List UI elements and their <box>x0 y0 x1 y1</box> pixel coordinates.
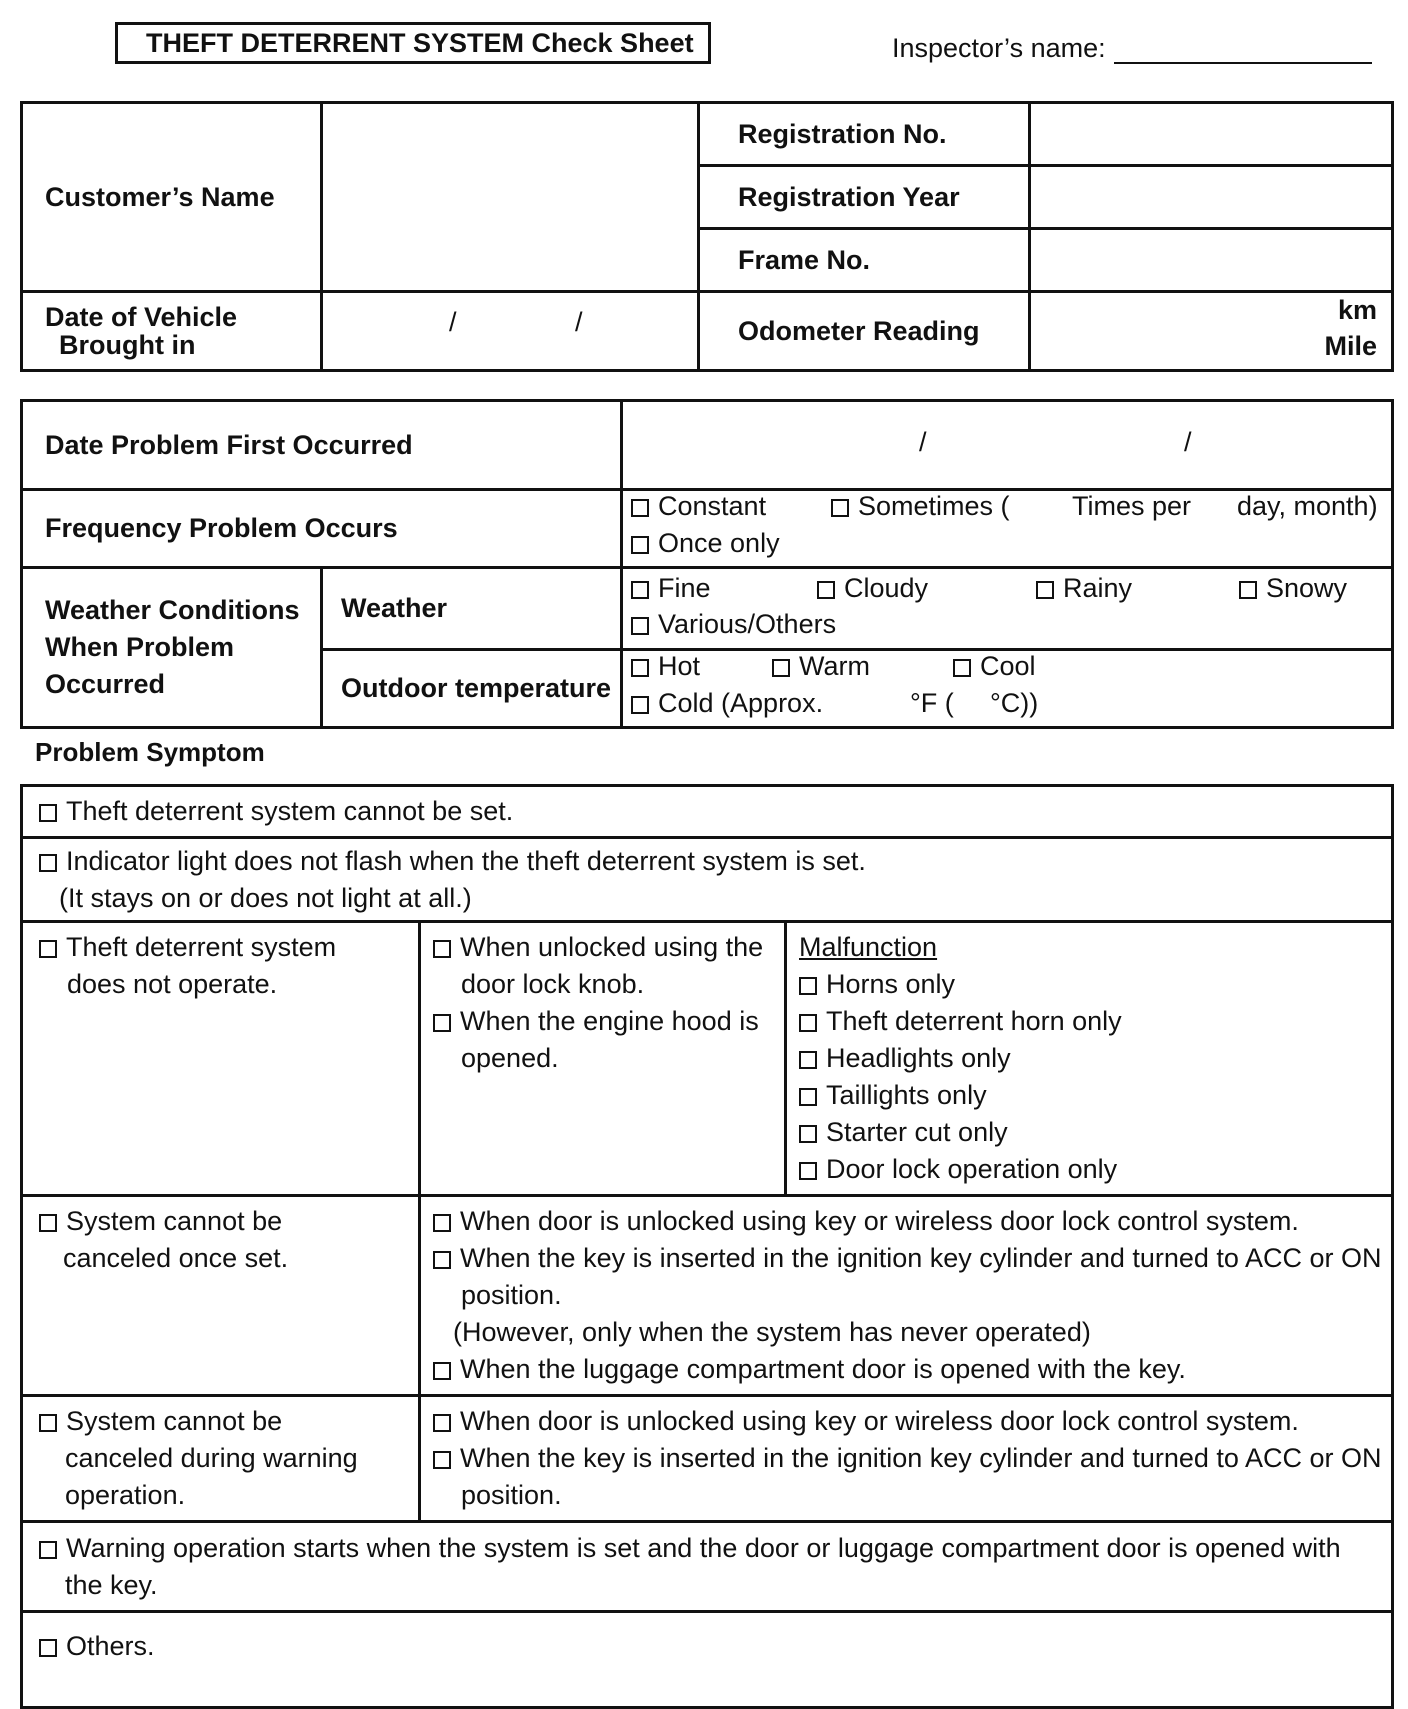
luggage-key-option[interactable]: When the luggage compartment door is opened with the key. <box>433 1351 1391 1388</box>
hood-option[interactable]: When the engine hood is <box>433 1003 784 1040</box>
cannot-set-row <box>22 786 1393 838</box>
cancel-once-conditions-cell <box>420 1196 1393 1396</box>
checkbox-icon[interactable] <box>39 1541 57 1559</box>
malfunction-taillights-option[interactable]: Taillights only <box>799 1077 1391 1114</box>
checkbox-icon[interactable] <box>631 581 649 599</box>
checkbox-icon[interactable] <box>831 499 849 517</box>
not-operate-option[interactable]: Theft deterrent system <box>39 929 418 966</box>
registration-year-label: Registration Year <box>699 166 1030 229</box>
cancel-once-line2: canceled once set. <box>63 1243 289 1273</box>
temp-warm-option[interactable]: Warm <box>772 651 870 682</box>
odometer-input[interactable] <box>1030 292 1393 371</box>
frame-no-label: Frame No. <box>699 229 1030 292</box>
not-operate-line2: does not operate. <box>67 969 278 999</box>
temp-fahrenheit-unit: °F ( <box>910 688 954 718</box>
date-separator: / <box>449 307 457 337</box>
checkbox-icon[interactable] <box>1239 581 1257 599</box>
frame-no-input[interactable] <box>1030 229 1393 292</box>
warning-starts-option[interactable]: Warning operation starts when the system is set and the door or luggage compartment door is opened with <box>39 1530 1391 1567</box>
date-brought-in-line2: Brought in <box>59 330 196 360</box>
malfunction-starter-option[interactable]: Starter cut only <box>799 1114 1391 1151</box>
cancel-warning-line3: operation. <box>65 1480 186 1510</box>
unlock-knob-option[interactable]: When unlocked using the <box>433 929 784 966</box>
checkbox-icon[interactable] <box>799 1125 817 1143</box>
checkbox-icon[interactable] <box>433 1414 451 1432</box>
indicator-option[interactable]: Indicator light does not flash when the theft deterrent system is set. <box>39 843 1391 880</box>
date-brought-in-line1: Date of Vehicle <box>45 302 238 332</box>
cancel-warning-line2: canceled during warning <box>65 1443 358 1473</box>
weather-conditions-label <box>22 568 322 728</box>
date-brought-in-input[interactable] <box>322 292 699 371</box>
checkbox-icon[interactable] <box>799 1162 817 1180</box>
cancel-once-option[interactable]: System cannot be <box>39 1203 418 1240</box>
cannot-set-option[interactable]: Theft deterrent system cannot be set. <box>39 796 513 827</box>
warning-starts-row <box>22 1522 1393 1612</box>
date-separator: / <box>919 427 927 457</box>
frequency-options <box>622 490 1393 568</box>
checkbox-icon[interactable] <box>39 1214 57 1232</box>
weather-fine-option[interactable]: Fine <box>631 573 711 604</box>
unit-km: km <box>1337 295 1377 325</box>
freq-times-per: Times per <box>1072 491 1192 521</box>
freq-once-option[interactable]: Once only <box>631 528 780 559</box>
key-inserted2-line2: position. <box>461 1480 562 1510</box>
date-brought-in-label <box>22 292 322 371</box>
checkbox-icon[interactable] <box>433 1014 451 1032</box>
malfunction-headlights-option[interactable]: Headlights only <box>799 1040 1391 1077</box>
problem-symptom-heading: Problem Symptom <box>35 737 265 767</box>
checkbox-icon[interactable] <box>433 1451 451 1469</box>
temp-celsius-unit: °C)) <box>990 688 1039 718</box>
checkbox-icon[interactable] <box>799 1088 817 1106</box>
weather-snowy-option[interactable]: Snowy <box>1239 573 1347 604</box>
checkbox-icon[interactable] <box>433 940 451 958</box>
checkbox-icon[interactable] <box>631 499 649 517</box>
unlock-knob-line2: door lock knob. <box>461 969 645 999</box>
checkbox-icon[interactable] <box>799 1014 817 1032</box>
date-first-occurred-input[interactable] <box>622 401 1393 490</box>
odometer-label: Odometer Reading <box>699 292 1030 371</box>
checkbox-icon[interactable] <box>799 977 817 995</box>
freq-sometimes-option[interactable]: Sometimes ( <box>831 491 1010 522</box>
weather-conditions-line1: Weather Conditions <box>45 595 300 625</box>
weather-label: Weather <box>322 568 622 650</box>
registration-no-label: Registration No. <box>699 103 1030 166</box>
date-separator: / <box>575 307 583 337</box>
checkbox-icon[interactable] <box>799 1051 817 1069</box>
checkbox-icon[interactable] <box>631 696 649 714</box>
not-operate-cell <box>22 922 420 1196</box>
warning-starts-line2: the key. <box>65 1569 158 1600</box>
checkbox-icon[interactable] <box>433 1251 451 1269</box>
door-unlocked-key2-option[interactable]: When door is unlocked using key or wireless door lock control system. <box>433 1403 1391 1440</box>
freq-constant-option[interactable]: Constant <box>631 491 766 522</box>
weather-options <box>622 568 1393 650</box>
customer-name-input[interactable] <box>322 103 699 292</box>
date-separator: / <box>1184 427 1192 457</box>
unit-mile: Mile <box>1324 331 1377 361</box>
cancel-warning-cell <box>22 1396 420 1522</box>
weather-conditions-line2: When Problem <box>45 632 235 662</box>
checkbox-icon[interactable] <box>953 659 971 677</box>
key-inserted2-option[interactable]: When the key is inserted in the ignition key cylinder and turned to ACC or ON <box>433 1440 1391 1477</box>
checkbox-icon[interactable] <box>1036 581 1054 599</box>
checkbox-icon[interactable] <box>39 1639 57 1657</box>
malfunction-cell <box>786 922 1393 1196</box>
however-note: (However, only when the system has never operated) <box>453 1317 1091 1347</box>
date-first-occurred-label: Date Problem First Occurred <box>22 401 622 490</box>
malfunction-theft-horn-option[interactable]: Theft deterrent horn only <box>799 1003 1391 1040</box>
checkbox-icon[interactable] <box>433 1214 451 1232</box>
temp-cool-option[interactable]: Cool <box>953 651 1036 682</box>
others-row <box>22 1612 1393 1708</box>
checkbox-icon[interactable] <box>631 536 649 554</box>
checkbox-icon[interactable] <box>39 804 57 822</box>
inspector-name-label: Inspector’s name: <box>892 33 1106 63</box>
weather-rainy-option[interactable]: Rainy <box>1036 573 1132 604</box>
checkbox-icon[interactable] <box>39 1414 57 1432</box>
customer-name-label: Customer’s Name <box>22 103 322 292</box>
registration-year-input[interactable] <box>1030 166 1393 229</box>
problem-symptom-table <box>20 784 1394 1709</box>
malfunction-heading: Malfunction <box>799 932 938 962</box>
frequency-label: Frequency Problem Occurs <box>22 490 622 568</box>
checkbox-icon[interactable] <box>631 617 649 635</box>
weather-cloudy-option[interactable]: Cloudy <box>817 573 928 604</box>
others-option[interactable]: Others. <box>39 1631 155 1662</box>
malfunction-horns-option[interactable]: Horns only <box>799 966 1391 1003</box>
key-inserted-option[interactable]: When the key is inserted in the ignition key cylinder and turned to ACC or ON <box>433 1240 1391 1277</box>
checkbox-icon[interactable] <box>772 659 790 677</box>
door-unlocked-key-option[interactable]: When door is unlocked using key or wireless door lock control system. <box>433 1203 1391 1240</box>
checkbox-icon[interactable] <box>631 659 649 677</box>
registration-no-input[interactable] <box>1030 103 1393 166</box>
temp-cold-option[interactable]: Cold (Approx. <box>631 688 823 719</box>
hood-line2: opened. <box>461 1043 559 1073</box>
checkbox-icon[interactable] <box>39 854 57 872</box>
checkbox-icon[interactable] <box>39 940 57 958</box>
checkbox-icon[interactable] <box>433 1362 451 1380</box>
inspector-name-field <box>892 33 1372 64</box>
indicator-note: (It stays on or does not light at all.) <box>59 882 472 913</box>
cancel-warning-option[interactable]: System cannot be <box>39 1403 418 1440</box>
inspector-name-line[interactable] <box>1114 36 1372 64</box>
cancel-warning-conditions-cell <box>420 1396 1393 1522</box>
checkbox-icon[interactable] <box>817 581 835 599</box>
weather-conditions-line3: Occurred <box>45 669 166 699</box>
not-operate-conditions-cell <box>420 922 786 1196</box>
malfunction-door-lock-option[interactable]: Door lock operation only <box>799 1151 1391 1188</box>
key-inserted-line2: position. <box>461 1280 562 1310</box>
temperature-options <box>622 650 1393 728</box>
cancel-once-cell <box>22 1196 420 1396</box>
conditions-table <box>20 399 1394 729</box>
freq-day-month: day, month) <box>1237 491 1378 521</box>
sheet-title: THEFT DETERRENT SYSTEM Check Sheet <box>115 22 711 64</box>
temp-hot-option[interactable]: Hot <box>631 651 700 682</box>
outdoor-temperature-label: Outdoor temperature <box>322 650 622 728</box>
weather-various-option[interactable]: Various/Others <box>631 609 836 640</box>
indicator-row <box>22 838 1393 922</box>
vehicle-info-table <box>20 101 1394 372</box>
